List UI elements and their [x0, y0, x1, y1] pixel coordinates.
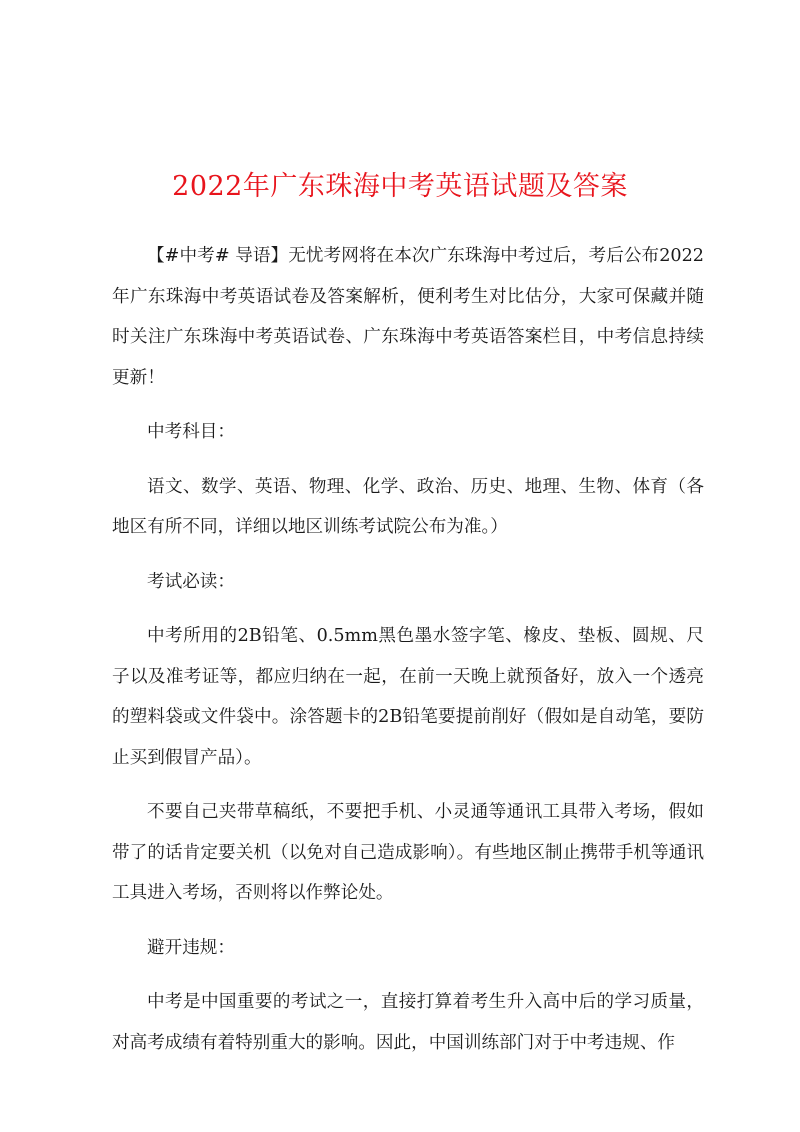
- supplies-paragraph: 中考所用的2B铅笔、0.5mm黑色墨水签字笔、橡皮、垫板、圆规、尺子以及准考证等，都应归纳在一起，在前一天晚上就预备好，放入一个透亮的塑料袋或文件袋中。涂答题卡的2B铅笔要提前削好（假如是自动笔，要防止买到假冒产品）。: [112, 626, 704, 768]
- document-body: [112, 236, 704, 1077]
- exam-notes-heading: 考试必读：: [147, 571, 235, 592]
- subjects-paragraph: 语文、数学、英语、物理、化学、政治、历史、地理、生物、体育（各地区有所不同，详细以地区训练考试院公布为准。）: [112, 476, 704, 537]
- importance-paragraph: 中考是中国重要的考试之一，直接打算着考生升入高中后的学习质量，对高考成绩有着特别重大的影响。因此，中国训练部门对于中考违规、作: [112, 992, 704, 1053]
- intro-paragraph: 【#中考# 导语】无忧考网将在本次广东珠海中考过后，考后公布2022年广东珠海中考英语试卷及答案解析，便利考生对比估分，大家可保藏并随时关注广东珠海中考英语试卷、广东珠海中考英语答案栏目，中考信息持续更新！: [112, 246, 704, 388]
- subjects-heading: 中考科目：: [147, 422, 235, 442]
- document-title: 2022年广东珠海中考英语试题及答案: [172, 171, 628, 202]
- avoid-violations-heading: 避开违规：: [147, 937, 235, 958]
- devices-paragraph: 不要自己夹带草稿纸，不要把手机、小灵通等通讯工具带入考场，假如带了的话肯定要关机（以免对自己造成影响）。有些地区制止携带手机等通讯工具进入考场，否则将以作弊论处。: [112, 802, 704, 903]
